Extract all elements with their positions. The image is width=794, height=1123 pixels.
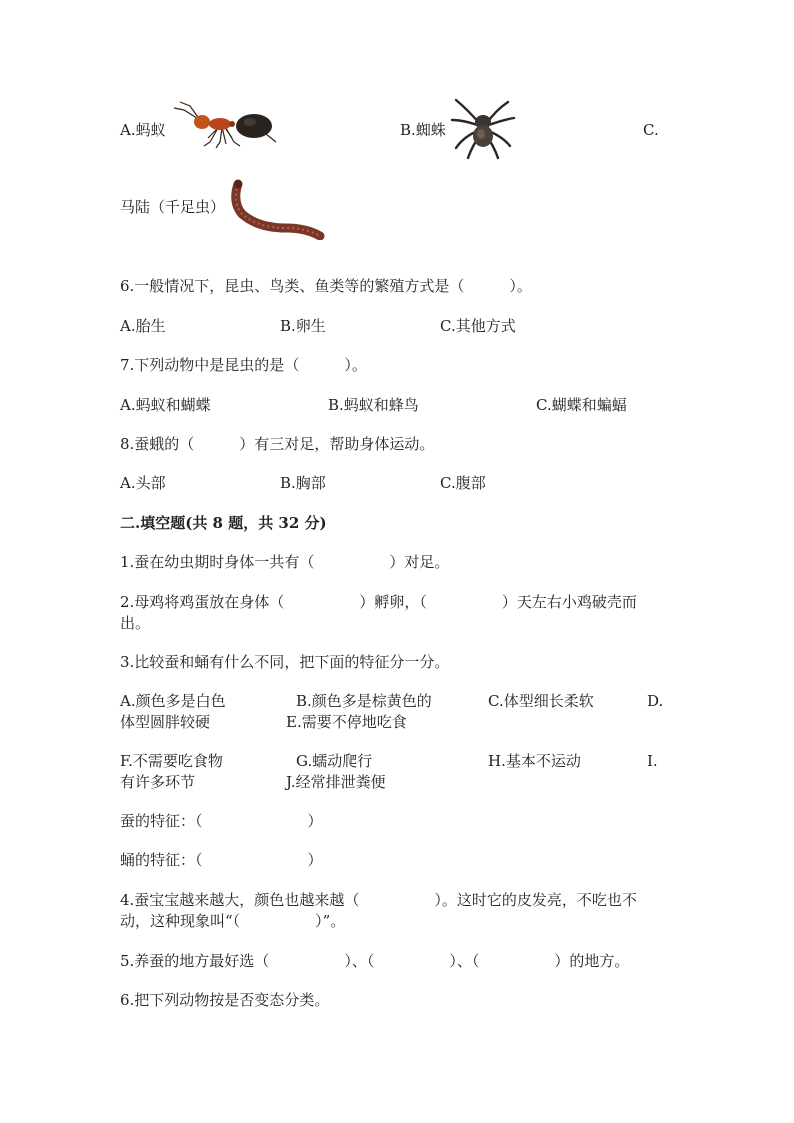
ant-icon <box>170 98 282 150</box>
q5-option-a: A.蚂蚁 <box>120 121 166 139</box>
fill-3-silkworm: 蚕的特征：（ ） <box>120 812 323 830</box>
q7-option-c: C.蝴蝶和蝙蝠 <box>536 396 627 414</box>
fill-3-opt-j: J.经常排泄粪便 <box>286 773 386 791</box>
q6-option-a: A.胎生 <box>120 317 166 335</box>
fill-2-line1: 2.母鸡将鸡蛋放在身体（ ）孵卵，（ ）天左右小鸡破壳而 <box>120 593 637 611</box>
fill-3-opt-b: B.颜色多是棕黄色的 <box>296 692 432 710</box>
q6-option-b: B.卵生 <box>280 317 326 335</box>
millipede-icon <box>228 178 326 240</box>
q5-option-c-cont: 马陆（千足虫） <box>120 198 226 216</box>
q7-stem: 7.下列动物中是昆虫的是（ ）。 <box>120 356 367 374</box>
q7-option-b: B.蚂蚁和蜂鸟 <box>328 396 419 414</box>
q8-option-b: B.胸部 <box>280 474 326 492</box>
spider-icon <box>450 96 516 160</box>
q7-option-a: A.蚂蚁和蝴蝶 <box>120 396 211 414</box>
fill-1: 1.蚕在幼虫期时身体一共有（ ）对足。 <box>120 553 450 571</box>
fill-3-opt-i: I. <box>647 752 658 770</box>
fill-3-opt-d: D. <box>647 692 664 710</box>
fill-3-opt-i-cont: 有许多环节 <box>120 773 196 791</box>
fill-3-stem: 3.比较蚕和蛹有什么不同，把下面的特征分一分。 <box>120 653 450 671</box>
q5-option-b: B.蜘蛛 <box>400 121 446 139</box>
q8-stem: 8.蚕蛾的（ ）有三对足，帮助身体运动。 <box>120 435 435 453</box>
fill-3-opt-h: H.基本不运动 <box>488 752 581 770</box>
fill-3-opt-c: C.体型细长柔软 <box>488 692 594 710</box>
section-title: 二.填空题(共 8 题，共 32 分) <box>120 514 327 532</box>
fill-6: 6.把下列动物按是否变态分类。 <box>120 991 330 1009</box>
fill-2-line2: 出。 <box>120 614 151 632</box>
fill-3-opt-f: F.不需要吃食物 <box>120 752 223 770</box>
fill-3-opt-e: E.需要不停地吃食 <box>286 713 407 731</box>
q5-option-c: C. <box>643 121 659 139</box>
fill-3-opt-d-cont: 体型圆胖较硬 <box>120 713 211 731</box>
fill-4-line1: 4.蚕宝宝越来越大，颜色也越来越（ ）。这时它的皮发亮，不吃也不 <box>120 891 637 909</box>
q8-option-a: A.头部 <box>120 474 166 492</box>
q6-stem: 6.一般情况下，昆虫、鸟类、鱼类等的繁殖方式是（ ）。 <box>120 277 532 295</box>
fill-4-line2: 动，这种现象叫“（ ）”。 <box>120 912 346 930</box>
fill-5: 5.养蚕的地方最好选（ ）、（ ）、（ ）的地方。 <box>120 952 630 970</box>
q6-option-c: C.其他方式 <box>440 317 516 335</box>
q8-option-c: C.腹部 <box>440 474 486 492</box>
fill-3-opt-g: G.蠕动爬行 <box>296 752 373 770</box>
fill-3-pupa: 蛹的特征：（ ） <box>120 851 323 869</box>
fill-3-opt-a: A.颜色多是白色 <box>120 692 226 710</box>
